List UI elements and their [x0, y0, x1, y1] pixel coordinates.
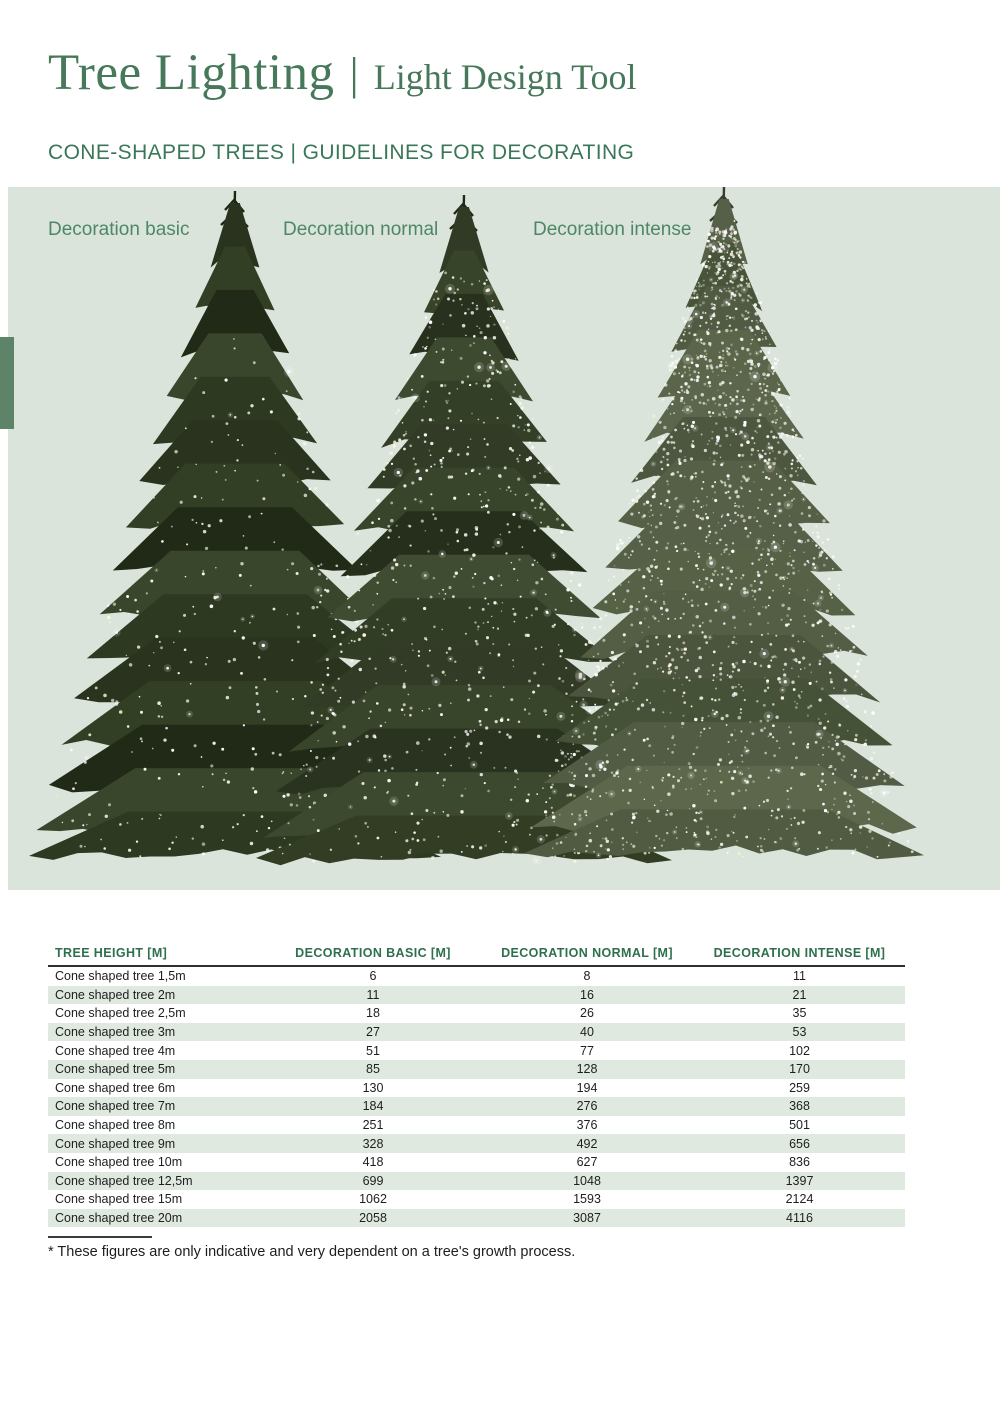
table-row: [48, 1004, 905, 1023]
table-header-row: [48, 944, 905, 967]
tree-illustration-panel: [8, 187, 1000, 890]
tree-height-cell: Cone shaped tree 3m: [55, 1025, 176, 1040]
tree-height-cell: Cone shaped tree 20m: [55, 1211, 183, 1226]
decoration-intense-cell: 2124: [785, 1192, 814, 1207]
table-row: [48, 1190, 905, 1209]
tree-height-cell: Cone shaped tree 2m: [55, 987, 176, 1002]
decoration-intense-cell: 368: [789, 1099, 810, 1114]
title-separator: |: [349, 48, 359, 99]
decoration-intense-cell: 35: [792, 1006, 807, 1021]
tree-height-cell: Cone shaped tree 6m: [55, 1080, 176, 1095]
decoration-intense-cell: 21: [792, 987, 807, 1002]
decoration-basic-cell: 11: [366, 987, 380, 1002]
decoration-basic-cell: 85: [366, 1062, 380, 1077]
page-title-tool: Light Design Tool: [373, 57, 637, 97]
decoration-basic-cell: 699: [362, 1173, 384, 1188]
decoration-intense-label: Decoration intense: [533, 219, 692, 240]
decoration-normal-cell: 3087: [573, 1211, 601, 1226]
table-row: [48, 1209, 905, 1228]
decoration-basic-cell: 184: [362, 1099, 384, 1114]
decoration-intense-cell: 259: [789, 1080, 810, 1095]
table-row: [48, 967, 905, 986]
tree-height-cell: Cone shaped tree 10m: [55, 1155, 183, 1170]
table-end-rule: [48, 1236, 152, 1238]
decoration-basic-cell: 2058: [359, 1211, 387, 1226]
decoration-intense-cell: 1397: [785, 1173, 814, 1188]
decoration-normal-cell: 40: [580, 1025, 594, 1040]
page-title-main: Tree Lighting: [48, 45, 335, 101]
table-row: [48, 1097, 905, 1116]
decoration-intense-cell: 836: [789, 1155, 810, 1170]
table-row: [48, 1060, 905, 1079]
table-row: [48, 1041, 905, 1060]
tree-height-cell: Cone shaped tree 12,5m: [55, 1173, 193, 1188]
decoration-normal-label: Decoration normal: [283, 219, 439, 240]
decoration-intense-cell: 53: [792, 1025, 807, 1040]
column-header-decoration-intense: DECORATION INTENSE [M]: [713, 946, 886, 960]
trees-illustration: [8, 187, 1000, 890]
table-row: [48, 1172, 905, 1191]
decoration-basic-cell: 1062: [359, 1192, 387, 1207]
table-body: [48, 967, 905, 1227]
decoration-basic-label: Decoration basic: [48, 219, 190, 240]
table-row: [48, 1116, 905, 1135]
table-row: [48, 1134, 905, 1153]
decoration-intense-cell: 11: [793, 969, 806, 984]
column-header-decoration-normal: DECORATION NORMAL [M]: [501, 946, 673, 960]
decoration-intense-cell: 102: [789, 1043, 810, 1058]
decoration-normal-cell: 77: [580, 1043, 594, 1058]
tree-height-cell: Cone shaped tree 1,5m: [55, 969, 186, 984]
column-header-tree-height: TREE HEIGHT [M]: [55, 946, 168, 960]
decoration-intense-cell: 501: [789, 1118, 810, 1133]
table-row: [48, 986, 905, 1005]
tree-height-cell: Cone shaped tree 5m: [55, 1062, 176, 1077]
decoration-basic-cell: 18: [366, 1006, 380, 1021]
table-row: [48, 1153, 905, 1172]
tree-height-cell: Cone shaped tree 4m: [55, 1043, 176, 1058]
tree-height-cell: Cone shaped tree 2,5m: [55, 1006, 186, 1021]
decoration-normal-cell: 627: [576, 1155, 598, 1170]
decoration-basic-cell: 27: [366, 1025, 380, 1040]
section-title: CONE-SHAPED TREES | GUIDELINES FOR DECORATING: [48, 141, 635, 164]
footnote: * These figures are only indicative and very dependent on a tree's growth process.: [48, 1244, 576, 1260]
decoration-normal-cell: 16: [580, 987, 594, 1002]
decoration-basic-cell: 6: [369, 969, 377, 984]
decoration-intense-cell: 4116: [786, 1211, 813, 1226]
table-row: [48, 1023, 905, 1042]
decoration-basic-cell: 418: [362, 1155, 384, 1170]
decoration-normal-cell: 492: [576, 1136, 598, 1151]
decoration-normal-cell: 276: [576, 1099, 598, 1114]
page-title: [48, 44, 637, 102]
tree-height-cell: Cone shaped tree 7m: [55, 1099, 176, 1114]
table-row: [48, 1079, 905, 1098]
decoration-basic-cell: 328: [362, 1136, 384, 1151]
decoration-normal-cell: 8: [583, 969, 591, 984]
decoration-normal-cell: 128: [576, 1062, 598, 1077]
decoration-basic-cell: 130: [362, 1080, 384, 1095]
tree-height-cell: Cone shaped tree 9m: [55, 1136, 176, 1151]
decoration-normal-cell: 1593: [573, 1192, 601, 1207]
decoration-intense-cell: 170: [789, 1062, 810, 1077]
decoration-basic-cell: 251: [362, 1118, 384, 1133]
decoration-normal-cell: 194: [576, 1080, 598, 1095]
decoration-intense-cell: 656: [789, 1136, 810, 1151]
column-header-decoration-basic: DECORATION BASIC [M]: [295, 946, 451, 960]
tree-height-cell: Cone shaped tree 15m: [55, 1192, 183, 1207]
decoration-basic-cell: 51: [366, 1043, 380, 1058]
guideline-table: [48, 944, 905, 1227]
decoration-normal-cell: 26: [580, 1006, 594, 1021]
page-edge-tab: [0, 337, 14, 429]
tree-height-cell: Cone shaped tree 8m: [55, 1118, 176, 1133]
decoration-normal-cell: 1048: [573, 1173, 601, 1188]
decoration-normal-cell: 376: [576, 1118, 598, 1133]
